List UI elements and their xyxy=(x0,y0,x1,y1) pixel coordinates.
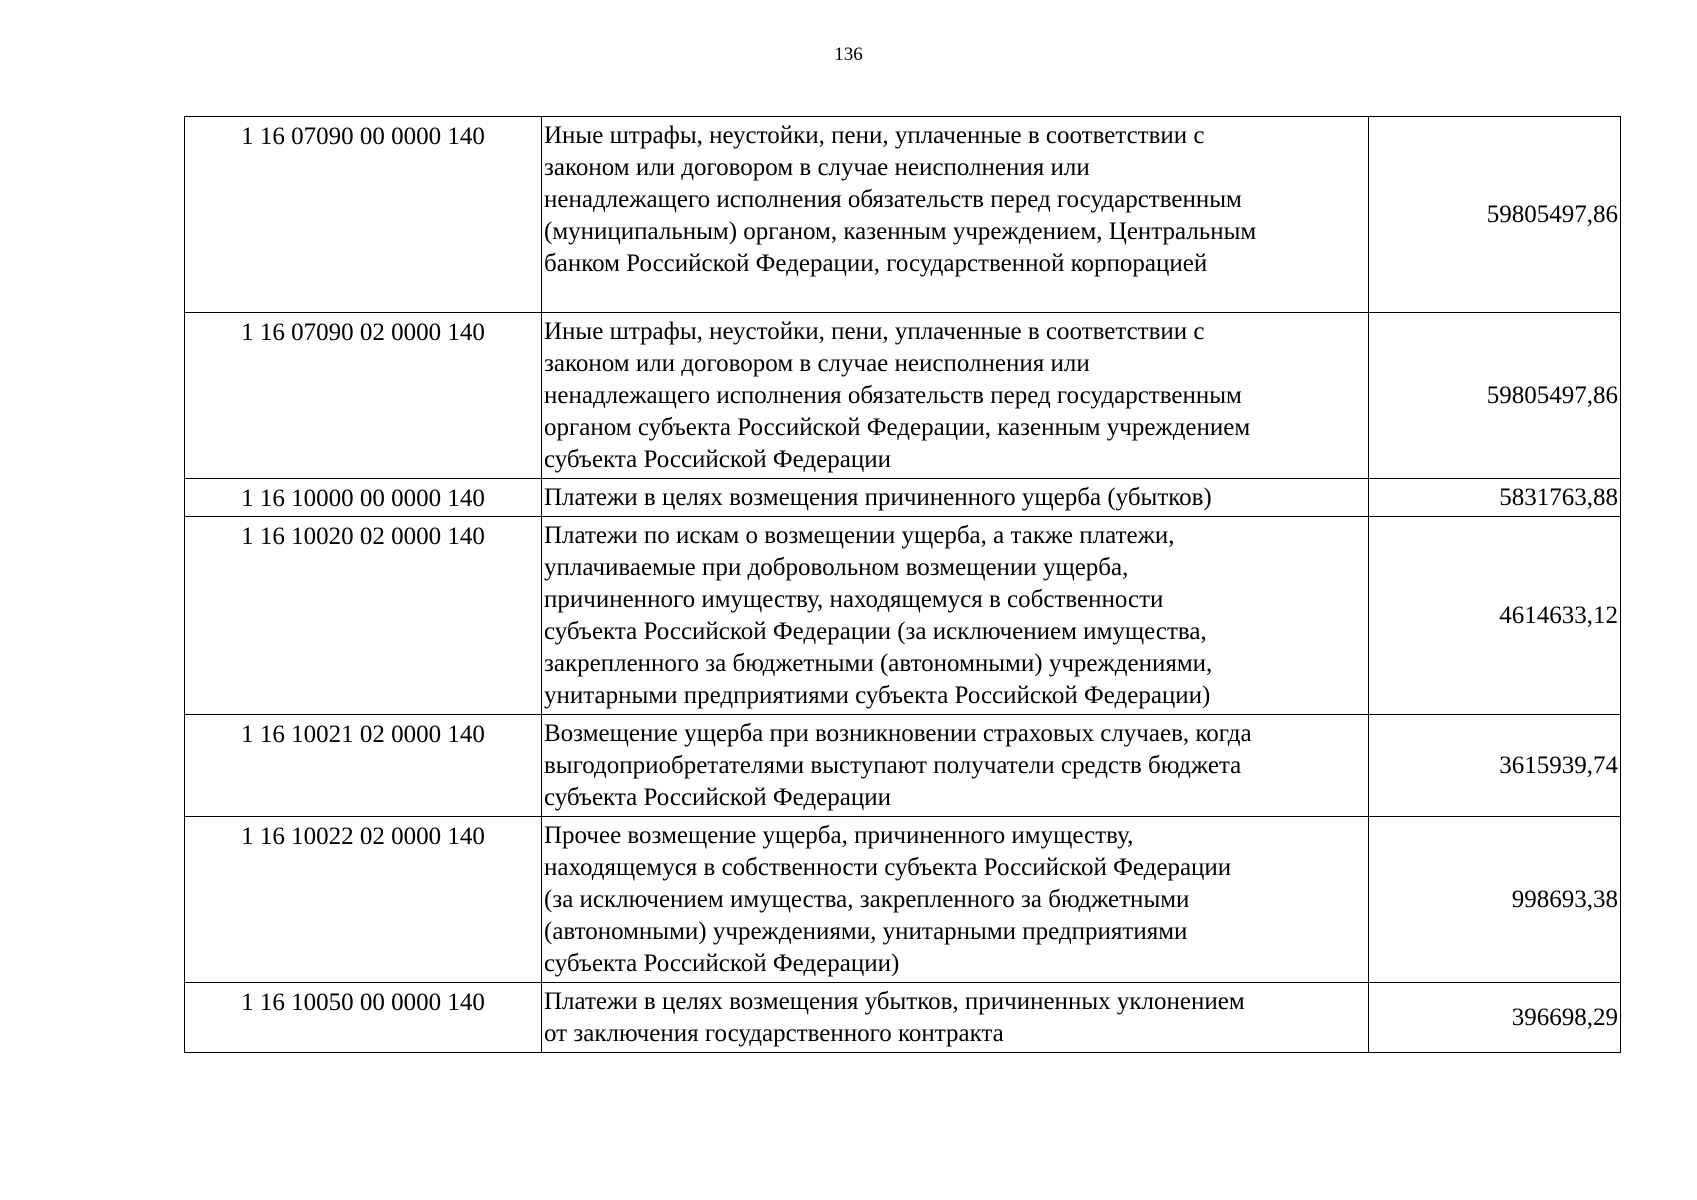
description-line: субъекта Российской Федерации xyxy=(544,784,891,811)
amount-cell: 396698,29 xyxy=(1369,983,1621,1053)
description-line: Платежи в целях возмещения причиненного ущерба (убытков) xyxy=(544,484,1212,511)
amount-cell: 3615939,74 xyxy=(1369,715,1621,817)
description-line: Возмещение ущерба при возникновении страховых случаев, когда xyxy=(544,720,1252,747)
description-line: Иные штрафы, неустойки, пени, уплаченные в соответствии с xyxy=(544,122,1205,149)
amount-cell: 59805497,86 xyxy=(1369,313,1621,479)
description-line: (за исключением имущества, закрепленного за бюджетными xyxy=(544,886,1190,913)
budget-code-cell: 1 16 10021 02 0000 140 xyxy=(185,715,542,817)
table-row xyxy=(185,983,1621,1053)
table-row xyxy=(185,817,1621,983)
budget-revenue-table xyxy=(184,116,1621,1053)
description-line: (автономными) учреждениями, унитарными предприятиями xyxy=(544,918,1188,945)
description-cell xyxy=(542,983,1369,1053)
description-line: находящемуся в собственности субъекта Российской Федерации xyxy=(544,854,1232,881)
description-line: закрепленного за бюджетными (автономными) учреждениями, xyxy=(544,650,1213,677)
table-row xyxy=(185,715,1621,817)
description-line: Иные штрафы, неустойки, пени, уплаченные в соответствии с xyxy=(544,318,1205,345)
description-line: причиненного имуществу, находящемуся в собственности xyxy=(544,586,1164,613)
description-cell xyxy=(542,715,1369,817)
page-number: 136 xyxy=(834,44,863,65)
description-line: унитарными предприятиями субъекта Российской Федерации) xyxy=(544,682,1211,709)
description-line: от заключения государственного контракта xyxy=(544,1020,1004,1047)
description-cell xyxy=(542,313,1369,479)
amount-cell: 5831763,88 xyxy=(1369,479,1621,517)
table-row xyxy=(185,479,1621,517)
description-cell xyxy=(542,117,1369,313)
description-line: банком Российской Федерации, государственной корпорацией xyxy=(544,250,1208,277)
description-line: Платежи в целях возмещения убытков, причиненных уклонением xyxy=(544,988,1245,1015)
description-line: законом или договором в случае неисполнения или xyxy=(544,154,1090,181)
description-cell xyxy=(542,817,1369,983)
description-line: ненадлежащего исполнения обязательств перед государственным xyxy=(544,382,1242,409)
description-line: Прочее возмещение ущерба, причиненного имуществу, xyxy=(544,822,1134,849)
budget-code-cell: 1 16 10050 00 0000 140 xyxy=(185,983,542,1053)
description-line: субъекта Российской Федерации xyxy=(544,446,891,473)
table-row xyxy=(185,117,1621,313)
description-line: законом или договором в случае неисполнения или xyxy=(544,350,1090,377)
description-line: Платежи по искам о возмещении ущерба, а также платежи, xyxy=(544,522,1175,549)
amount-cell: 4614633,12 xyxy=(1369,517,1621,715)
budget-code-cell: 1 16 10020 02 0000 140 xyxy=(185,517,542,715)
table-row xyxy=(185,313,1621,479)
description-cell xyxy=(542,517,1369,715)
budget-code-cell: 1 16 10000 00 0000 140 xyxy=(185,479,542,517)
description-line: выгодоприобретателями выступают получатели средств бюджета xyxy=(544,752,1242,779)
description-line: субъекта Российской Федерации) xyxy=(544,950,900,977)
description-line: (муниципальным) органом, казенным учреждением, Центральным xyxy=(544,218,1257,245)
table-row xyxy=(185,517,1621,715)
description-line: органом субъекта Российской Федерации, казенным учреждением xyxy=(544,414,1251,441)
description-line: ненадлежащего исполнения обязательств перед государственным xyxy=(544,186,1242,213)
amount-cell: 59805497,86 xyxy=(1369,117,1621,313)
description-line: уплачиваемые при добровольном возмещении ущерба, xyxy=(544,554,1129,581)
description-line: субъекта Российской Федерации (за исключением имущества, xyxy=(544,618,1207,645)
budget-code-cell: 1 16 07090 00 0000 140 xyxy=(185,117,542,313)
amount-cell: 998693,38 xyxy=(1369,817,1621,983)
budget-code-cell: 1 16 10022 02 0000 140 xyxy=(185,817,542,983)
budget-code-cell: 1 16 07090 02 0000 140 xyxy=(185,313,542,479)
description-cell xyxy=(542,479,1369,517)
